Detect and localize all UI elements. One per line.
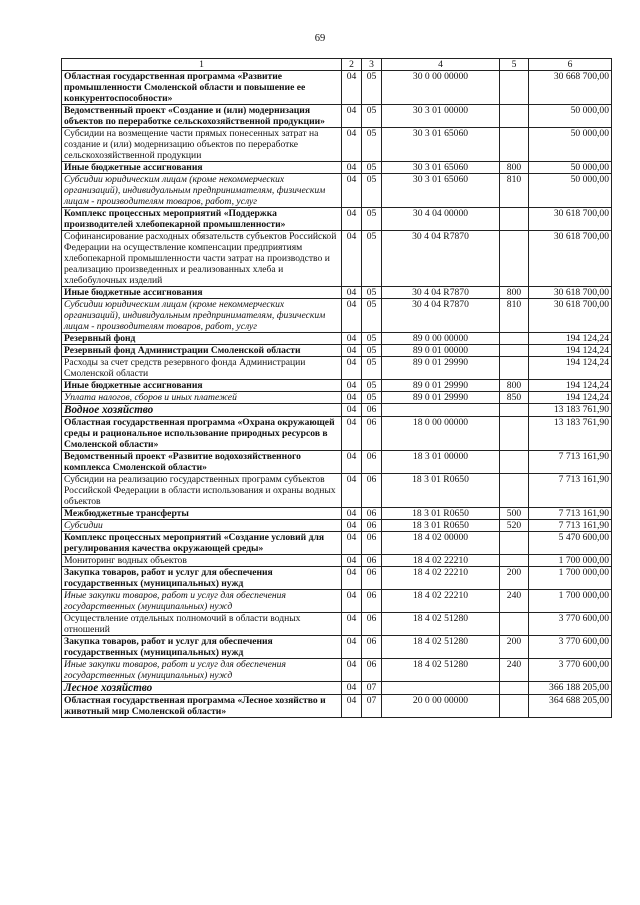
section-code-cell: 04: [342, 636, 362, 659]
target-article-cell: 89 0 00 00000: [382, 333, 500, 345]
expense-type-cell: [500, 451, 529, 474]
subsection-code-cell: 05: [362, 380, 382, 392]
section-code-cell: 04: [342, 299, 362, 333]
section-code-cell: 04: [342, 231, 362, 287]
amount-cell: 30 618 700,00: [529, 299, 612, 333]
target-article-cell: 18 0 00 00000: [382, 417, 500, 451]
table-body: [62, 71, 612, 718]
amount-cell: 30 668 700,00: [529, 71, 612, 105]
target-article-cell: 18 4 02 22210: [382, 555, 500, 567]
expense-type-cell: [500, 695, 529, 718]
row-name-cell: Областная государственная программа «Лесное хозяйство и животный мир Смоленской области»: [62, 695, 342, 718]
table-row: [62, 474, 612, 508]
expense-type-cell: 240: [500, 659, 529, 682]
section-code-cell: 04: [342, 613, 362, 636]
subsection-code-cell: 07: [362, 695, 382, 718]
section-code-cell: 04: [342, 392, 362, 404]
subsection-code-cell: 05: [362, 287, 382, 299]
table-row: [62, 71, 612, 105]
amount-cell: 50 000,00: [529, 174, 612, 208]
table-row: [62, 682, 612, 695]
subsection-code-cell: 06: [362, 636, 382, 659]
expense-type-cell: 810: [500, 299, 529, 333]
section-code-cell: 04: [342, 532, 362, 555]
subsection-code-cell: 05: [362, 71, 382, 105]
row-name-cell: Закупка товаров, работ и услуг для обеспечения государственных (муниципальных) нужд: [62, 636, 342, 659]
amount-cell: 50 000,00: [529, 105, 612, 128]
amount-cell: 3 770 600,00: [529, 636, 612, 659]
subsection-code-cell: 06: [362, 613, 382, 636]
expense-type-cell: 500: [500, 508, 529, 520]
target-article-cell: 30 3 01 65060: [382, 128, 500, 162]
subsection-code-cell: 05: [362, 333, 382, 345]
table-row: [62, 636, 612, 659]
subsection-code-cell: 05: [362, 299, 382, 333]
subsection-code-cell: 05: [362, 392, 382, 404]
subsection-code-cell: 06: [362, 555, 382, 567]
target-article-cell: 20 0 00 00000: [382, 695, 500, 718]
table-row: [62, 590, 612, 613]
expense-type-cell: 810: [500, 174, 529, 208]
page-number: 69: [314, 33, 326, 44]
expense-type-cell: [500, 555, 529, 567]
target-article-cell: 30 4 04 R7870: [382, 299, 500, 333]
target-article-cell: 18 4 02 22210: [382, 567, 500, 590]
row-name-cell: Областная государственная программа «Развитие промышленности Смоленской области и повышение ее конкурентоспособности»: [62, 71, 342, 105]
section-code-cell: 04: [342, 174, 362, 208]
amount-cell: 7 713 161,90: [529, 520, 612, 532]
subsection-code-cell: 06: [362, 474, 382, 508]
target-article-cell: 18 3 01 00000: [382, 451, 500, 474]
subsection-code-cell: 06: [362, 590, 382, 613]
table-row: [62, 520, 612, 532]
row-name-cell: Иные закупки товаров, работ и услуг для обеспечения государственных (муниципальных) нужд: [62, 590, 342, 613]
row-name-cell: Комплекс процессных мероприятий «Поддержка производителей хлебопекарной промышленности»: [62, 208, 342, 231]
amount-cell: 194 124,24: [529, 380, 612, 392]
section-code-cell: 04: [342, 508, 362, 520]
table-row: [62, 231, 612, 287]
subsection-code-cell: 06: [362, 508, 382, 520]
row-name-cell: Софинансирование расходных обязательств субъектов Российской Федерации на осуществление компенсации предприятиям хлебопекарной промышленности части затрат на производство и реализацию произведенных и реализованных хлеба и хлебобулочных изделий: [62, 231, 342, 287]
expense-type-cell: 200: [500, 636, 529, 659]
row-name-cell: Лесное хозяйство: [62, 682, 342, 695]
section-code-cell: 04: [342, 128, 362, 162]
row-name-cell: Межбюджетные трансферты: [62, 508, 342, 520]
target-article-cell: 18 3 01 R0650: [382, 520, 500, 532]
expense-type-cell: [500, 682, 529, 695]
target-article-cell: 30 4 04 00000: [382, 208, 500, 231]
table-row: [62, 345, 612, 357]
expense-type-cell: [500, 474, 529, 508]
table-row: [62, 208, 612, 231]
amount-cell: 30 618 700,00: [529, 208, 612, 231]
amount-cell: 7 713 161,90: [529, 508, 612, 520]
target-article-cell: 30 4 04 R7870: [382, 231, 500, 287]
row-name-cell: Субсидии на реализацию государственных программ субъектов Российской Федерации в области использования и охраны водных объектов: [62, 474, 342, 508]
row-name-cell: Уплата налогов, сборов и иных платежей: [62, 392, 342, 404]
amount-cell: 50 000,00: [529, 162, 612, 174]
column-header: 1: [62, 59, 342, 71]
section-code-cell: 04: [342, 555, 362, 567]
table-row: [62, 555, 612, 567]
column-header: 5: [500, 59, 529, 71]
table-row: [62, 333, 612, 345]
section-code-cell: 04: [342, 520, 362, 532]
target-article-cell: 18 4 02 51280: [382, 659, 500, 682]
subsection-code-cell: 05: [362, 105, 382, 128]
row-name-cell: Субсидии юридическим лицам (кроме некоммерческих организаций), индивидуальным предпринимателям, физическим лицам - производителям товаров, работ, услуг: [62, 299, 342, 333]
subsection-code-cell: 06: [362, 567, 382, 590]
target-article-cell: 18 4 02 00000: [382, 532, 500, 555]
table-row: [62, 299, 612, 333]
table-row: [62, 567, 612, 590]
expense-type-cell: 800: [500, 380, 529, 392]
row-name-cell: Ведомственный проект «Создание и (или) модернизация объектов по переработке сельскохозяйственной продукции»: [62, 105, 342, 128]
amount-cell: 7 713 161,90: [529, 451, 612, 474]
table-row: [62, 357, 612, 380]
amount-cell: 3 770 600,00: [529, 659, 612, 682]
amount-cell: 194 124,24: [529, 345, 612, 357]
table-row: [62, 508, 612, 520]
target-article-cell: 18 3 01 R0650: [382, 474, 500, 508]
amount-cell: 1 700 000,00: [529, 555, 612, 567]
subsection-code-cell: 06: [362, 659, 382, 682]
section-code-cell: 04: [342, 682, 362, 695]
section-code-cell: 04: [342, 659, 362, 682]
target-article-cell: 89 0 01 29990: [382, 357, 500, 380]
expense-type-cell: [500, 231, 529, 287]
expense-type-cell: 800: [500, 287, 529, 299]
expense-type-cell: 240: [500, 590, 529, 613]
row-name-cell: Иные бюджетные ассигнования: [62, 162, 342, 174]
section-code-cell: 04: [342, 287, 362, 299]
column-header: 2: [342, 59, 362, 71]
subsection-code-cell: 05: [362, 231, 382, 287]
target-article-cell: 89 0 01 29990: [382, 380, 500, 392]
section-code-cell: 04: [342, 380, 362, 392]
section-code-cell: 04: [342, 105, 362, 128]
row-name-cell: Субсидии на возмещение части прямых понесенных затрат на создание и (или) модернизацию объектов по переработке сельскохозяйственной продукции: [62, 128, 342, 162]
expense-type-cell: [500, 71, 529, 105]
section-code-cell: 04: [342, 567, 362, 590]
expense-type-cell: [500, 105, 529, 128]
expense-type-cell: [500, 417, 529, 451]
row-name-cell: Ведомственный проект «Развитие водохозяйственного комплекса Смоленской области»: [62, 451, 342, 474]
expense-type-cell: [500, 128, 529, 162]
amount-cell: 1 700 000,00: [529, 567, 612, 590]
amount-cell: 3 770 600,00: [529, 613, 612, 636]
section-code-cell: 04: [342, 451, 362, 474]
target-article-cell: 30 4 04 R7870: [382, 287, 500, 299]
amount-cell: 364 688 205,00: [529, 695, 612, 718]
target-article-cell: [382, 404, 500, 417]
subsection-code-cell: 06: [362, 417, 382, 451]
section-code-cell: 04: [342, 345, 362, 357]
budget-table: [61, 58, 612, 718]
expense-type-cell: [500, 404, 529, 417]
table-row: [62, 392, 612, 404]
amount-cell: 50 000,00: [529, 128, 612, 162]
table-header-row: [62, 59, 612, 71]
amount-cell: 194 124,24: [529, 333, 612, 345]
subsection-code-cell: 05: [362, 174, 382, 208]
row-name-cell: Резервный фонд: [62, 333, 342, 345]
row-name-cell: Закупка товаров, работ и услуг для обеспечения государственных (муниципальных) нужд: [62, 567, 342, 590]
table-row: [62, 451, 612, 474]
expense-type-cell: [500, 532, 529, 555]
section-code-cell: 04: [342, 71, 362, 105]
amount-cell: 366 188 205,00: [529, 682, 612, 695]
amount-cell: 5 470 600,00: [529, 532, 612, 555]
section-code-cell: 04: [342, 208, 362, 231]
amount-cell: 1 700 000,00: [529, 590, 612, 613]
expense-type-cell: 520: [500, 520, 529, 532]
expense-type-cell: 200: [500, 567, 529, 590]
table-row: [62, 174, 612, 208]
amount-cell: 13 183 761,90: [529, 417, 612, 451]
section-code-cell: 04: [342, 357, 362, 380]
target-article-cell: 30 0 00 00000: [382, 71, 500, 105]
target-article-cell: 30 3 01 65060: [382, 174, 500, 208]
table-row: [62, 417, 612, 451]
row-name-cell: Мониторинг водных объектов: [62, 555, 342, 567]
target-article-cell: [382, 682, 500, 695]
amount-cell: 194 124,24: [529, 392, 612, 404]
row-name-cell: Иные закупки товаров, работ и услуг для обеспечения государственных (муниципальных) нужд: [62, 659, 342, 682]
table-row: [62, 695, 612, 718]
subsection-code-cell: 07: [362, 682, 382, 695]
target-article-cell: 18 4 02 51280: [382, 636, 500, 659]
table-row: [62, 105, 612, 128]
expense-type-cell: [500, 613, 529, 636]
expense-type-cell: [500, 357, 529, 380]
expense-type-cell: [500, 208, 529, 231]
section-code-cell: 04: [342, 333, 362, 345]
target-article-cell: 30 3 01 65060: [382, 162, 500, 174]
subsection-code-cell: 06: [362, 532, 382, 555]
expense-type-cell: 850: [500, 392, 529, 404]
row-name-cell: Субсидии: [62, 520, 342, 532]
subsection-code-cell: 05: [362, 345, 382, 357]
row-name-cell: Субсидии юридическим лицам (кроме некоммерческих организаций), индивидуальным предпринимателям, физическим лицам - производителям товаров, работ, услуг: [62, 174, 342, 208]
section-code-cell: 04: [342, 474, 362, 508]
table-row: [62, 404, 612, 417]
target-article-cell: 18 4 02 51280: [382, 613, 500, 636]
subsection-code-cell: 05: [362, 208, 382, 231]
row-name-cell: Областная государственная программа «Охрана окружающей среды и рациональное использование природных ресурсов в Смоленской области»: [62, 417, 342, 451]
section-code-cell: 04: [342, 404, 362, 417]
subsection-code-cell: 06: [362, 520, 382, 532]
amount-cell: 194 124,24: [529, 357, 612, 380]
expense-type-cell: [500, 345, 529, 357]
table-row: [62, 287, 612, 299]
target-article-cell: 89 0 01 29990: [382, 392, 500, 404]
row-name-cell: Комплекс процессных мероприятий «Создание условий для регулирования качества окружающей среды»: [62, 532, 342, 555]
section-code-cell: 04: [342, 695, 362, 718]
table-row: [62, 613, 612, 636]
table-row: [62, 128, 612, 162]
amount-cell: 30 618 700,00: [529, 287, 612, 299]
expense-type-cell: [500, 333, 529, 345]
row-name-cell: Иные бюджетные ассигнования: [62, 380, 342, 392]
target-article-cell: 18 4 02 22210: [382, 590, 500, 613]
subsection-code-cell: 06: [362, 404, 382, 417]
target-article-cell: 18 3 01 R0650: [382, 508, 500, 520]
table-row: [62, 380, 612, 392]
target-article-cell: 89 0 01 00000: [382, 345, 500, 357]
column-header: 6: [529, 59, 612, 71]
section-code-cell: 04: [342, 590, 362, 613]
table-row: [62, 659, 612, 682]
subsection-code-cell: 06: [362, 451, 382, 474]
row-name-cell: Расходы за счет средств резервного фонда Администрации Смоленской области: [62, 357, 342, 380]
amount-cell: 13 183 761,90: [529, 404, 612, 417]
section-code-cell: 04: [342, 162, 362, 174]
section-code-cell: 04: [342, 417, 362, 451]
target-article-cell: 30 3 01 00000: [382, 105, 500, 128]
amount-cell: 7 713 161,90: [529, 474, 612, 508]
column-header: 3: [362, 59, 382, 71]
table-row: [62, 162, 612, 174]
row-name-cell: Водное хозяйство: [62, 404, 342, 417]
column-header: 4: [382, 59, 500, 71]
table-row: [62, 532, 612, 555]
row-name-cell: Иные бюджетные ассигнования: [62, 287, 342, 299]
amount-cell: 30 618 700,00: [529, 231, 612, 287]
row-name-cell: Осуществление отдельных полномочий в области водных отношений: [62, 613, 342, 636]
expense-type-cell: 800: [500, 162, 529, 174]
row-name-cell: Резервный фонд Администрации Смоленской области: [62, 345, 342, 357]
subsection-code-cell: 05: [362, 357, 382, 380]
subsection-code-cell: 05: [362, 162, 382, 174]
subsection-code-cell: 05: [362, 128, 382, 162]
